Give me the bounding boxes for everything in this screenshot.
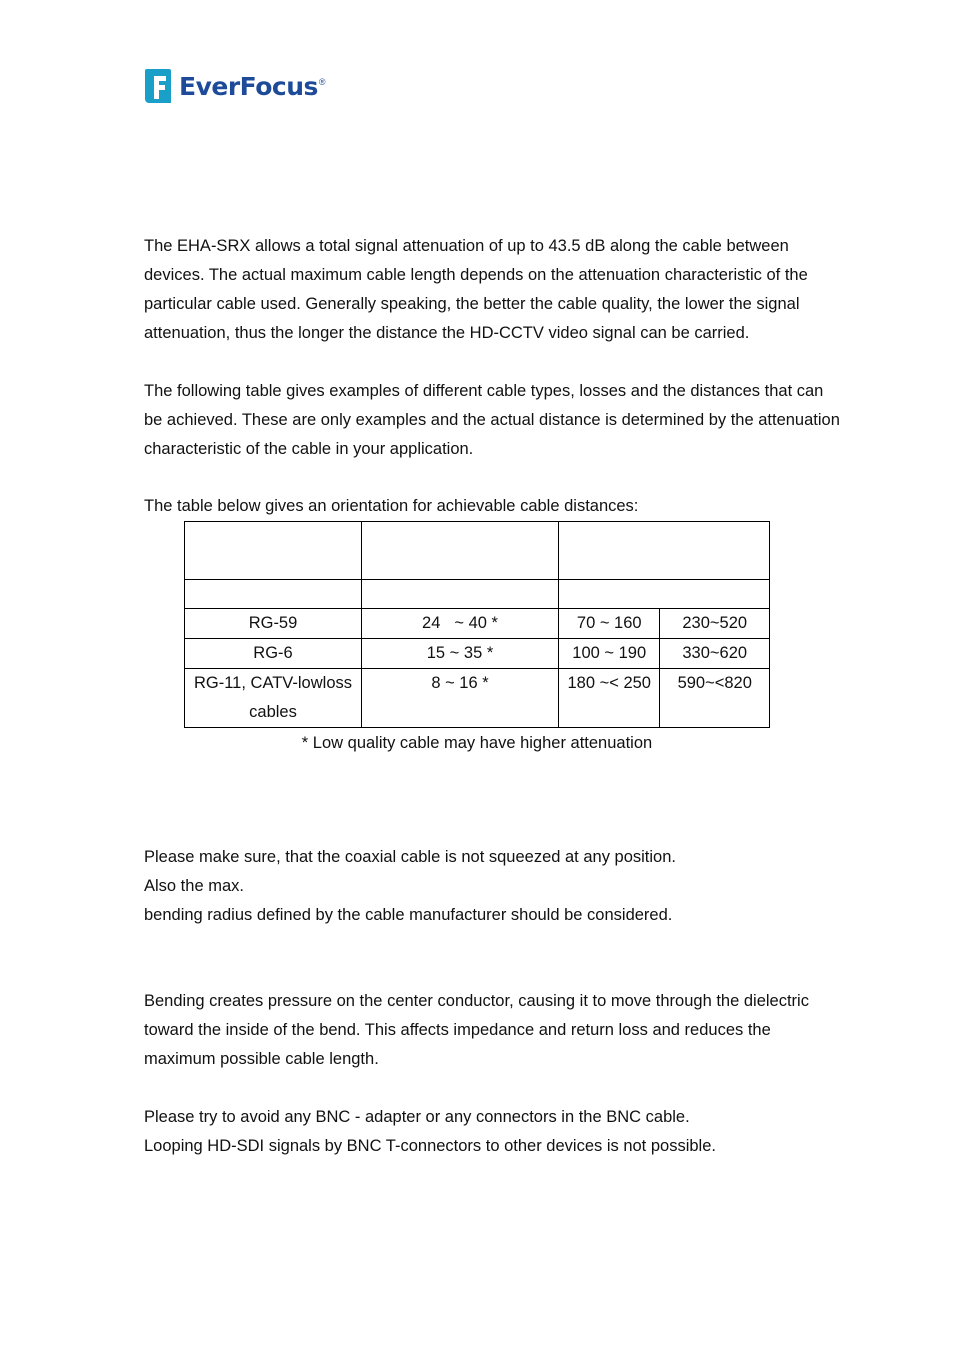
registered-mark: ® — [318, 77, 326, 87]
table-row — [185, 669, 770, 728]
squeeze-text: bending radius defined by the cable manufacturer should be considered. — [144, 906, 673, 924]
cable-type-cell: RG-59 — [185, 609, 362, 639]
connectors-line: Looping HD-SDI signals by BNC T-connectors to other devices is not possible. — [144, 1137, 716, 1155]
table-subheader-row — [185, 580, 770, 609]
distance-cell: 100 ~ 190 — [559, 639, 660, 669]
cable-distance-table — [184, 521, 770, 728]
loss-cell — [362, 609, 559, 639]
cable-type-line: cables — [249, 703, 297, 721]
squeeze-line: Please make sure, that the coaxial cable is not squeezed at any position. — [144, 848, 676, 866]
distance-cell: 330~620 — [660, 639, 770, 669]
everfocus-logo-icon — [143, 67, 173, 105]
table-row — [185, 639, 770, 669]
brand-name: EverFocus — [179, 71, 318, 101]
examples-paragraph — [144, 377, 840, 464]
subheader-cell — [185, 580, 362, 609]
squeeze-paragraph — [144, 843, 824, 930]
table-intro-text: The table below gives an orientation for achievable cable distances: — [144, 497, 639, 515]
header-cell — [362, 522, 559, 580]
squeeze-line — [144, 872, 824, 930]
squeeze-text: Also the max. — [144, 877, 244, 895]
connectors-paragraph — [144, 1103, 824, 1161]
intro-line: attenuation, thus the longer the distance the HD-CCTV video signal can be carried. — [144, 324, 750, 342]
table-footnote: * Low quality cable may have higher attenuation — [301, 734, 653, 752]
loss-cell: 8 ~ 16 * — [362, 669, 559, 728]
bending-line: Bending creates pressure on the center conductor, causing it to move through the dielectric — [144, 992, 809, 1010]
loss-value: ~ 40 * — [454, 614, 498, 632]
bending-paragraph — [144, 987, 824, 1074]
table-header-row — [185, 522, 770, 580]
cable-type-cell: RG-6 — [185, 639, 362, 669]
cable-type-line: RG-11, CATV-lowloss — [193, 674, 352, 692]
loss-value: 24 — [422, 614, 441, 632]
intro-line: The EHA-SRX allows a total signal attenuation of up to 43.5 dB along the cable between — [144, 237, 789, 255]
connectors-line: Please try to avoid any BNC - adapter or any connectors in the BNC cable. — [144, 1108, 690, 1126]
cable-type-cell — [185, 669, 362, 728]
distance-cell: 70 ~ 160 — [559, 609, 660, 639]
table-intro — [144, 492, 824, 521]
brand-logo — [143, 66, 326, 106]
examples-line: characteristic of the cable in your application. — [144, 440, 474, 458]
table-row — [185, 609, 770, 639]
distance-cell: 590~<820 — [660, 669, 770, 728]
distance-cell: 230~520 — [660, 609, 770, 639]
intro-paragraph — [144, 232, 824, 348]
distance-cell: 180 ~< 250 — [559, 669, 660, 728]
header-cell — [185, 522, 362, 580]
bending-line: maximum possible cable length. — [144, 1050, 379, 1068]
examples-line: be achieved. These are only examples and the actual distance is determined by the attenuation — [144, 411, 840, 429]
header-cell — [559, 522, 770, 580]
bending-line: toward the inside of the bend. This affects impedance and return loss and reduces the — [144, 1021, 771, 1039]
examples-line: The following table gives examples of different cable types, losses and the distances that can — [144, 382, 824, 400]
subheader-cell — [559, 580, 770, 609]
loss-cell: 15 ~ 35 * — [362, 639, 559, 669]
subheader-cell — [362, 580, 559, 609]
intro-line: devices. The actual maximum cable length depends on the attenuation characteristic of the — [144, 266, 808, 284]
intro-line: particular cable used. Generally speaking, the better the cable quality, the lower the signal — [144, 295, 800, 313]
